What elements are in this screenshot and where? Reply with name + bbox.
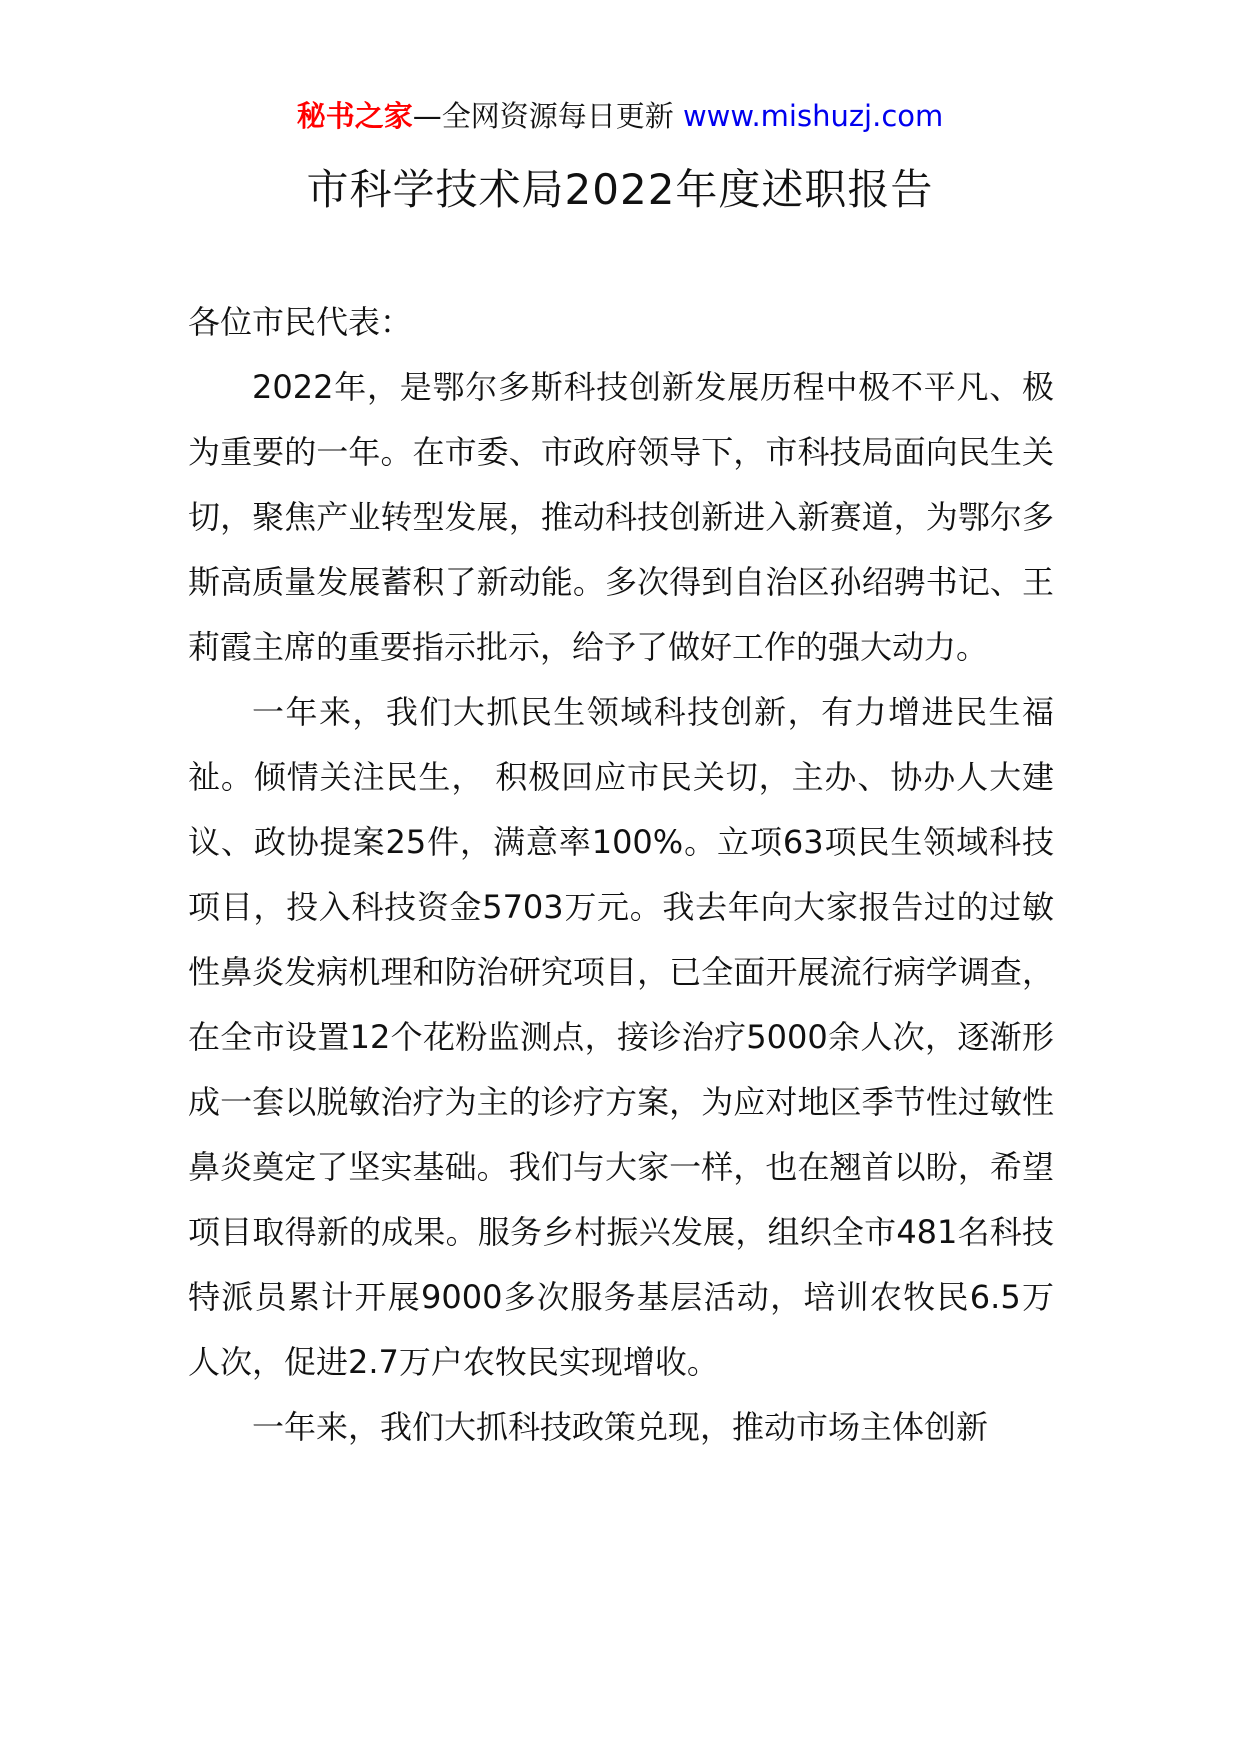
site-header [0,96,1240,136]
brand-name: 秘书之家 [296,99,413,133]
document-title: 市科学技术局2022年度述职报告 [306,165,934,214]
site-url-link[interactable]: www.mishuzj.com [682,99,944,133]
document-body [188,290,1054,1460]
body-paragraph: 2022年，是鄂尔多斯科技创新发展历程中极不平凡、极为重要的一年。在市委、市政府领导下，市科技局面向民生关切，聚焦产业转型发展，推动科技创新进入新赛道，为鄂尔多斯高质量发展蓄积了新动能。多次得到自治区孙绍骋书记、王莉霞主席的重要指示批示，给予了做好工作的强大动力。 [188,368,1054,666]
salutation: 各位市民代表： [188,303,413,341]
body-paragraph: 一年来，我们大抓科技政策兑现，推动市场主体创新 [252,1408,989,1446]
body-paragraph: 一年来，我们大抓民生领域科技创新，有力增进民生福祉。倾情关注民生， 积极回应市民关切，主办、协办人大建议、政协提案25件，满意率100%。立项63项民生领域科技项目，投入科技资金5703万元。我去年向大家报告过的过敏性鼻炎发病机理和防治研究项目，已全面开展流行病学调查，在全市设置12个花粉监测点，接诊治疗5000余人次，逐渐形成一套以脱敏治疗为主的诊疗方案，为应对地区季节性过敏性鼻炎奠定了坚实基础。我们与大家一样，也在翘首以盼，希望项目取得新的成果。服务乡村振兴发展，组织全市481名科技特派员累计开展9000多次服务基层活动，培训农牧民6.5万人次，促进2.7万户农牧民实现增收。 [188,693,1054,1381]
header-tagline: —全网资源每日更新 [412,99,683,133]
